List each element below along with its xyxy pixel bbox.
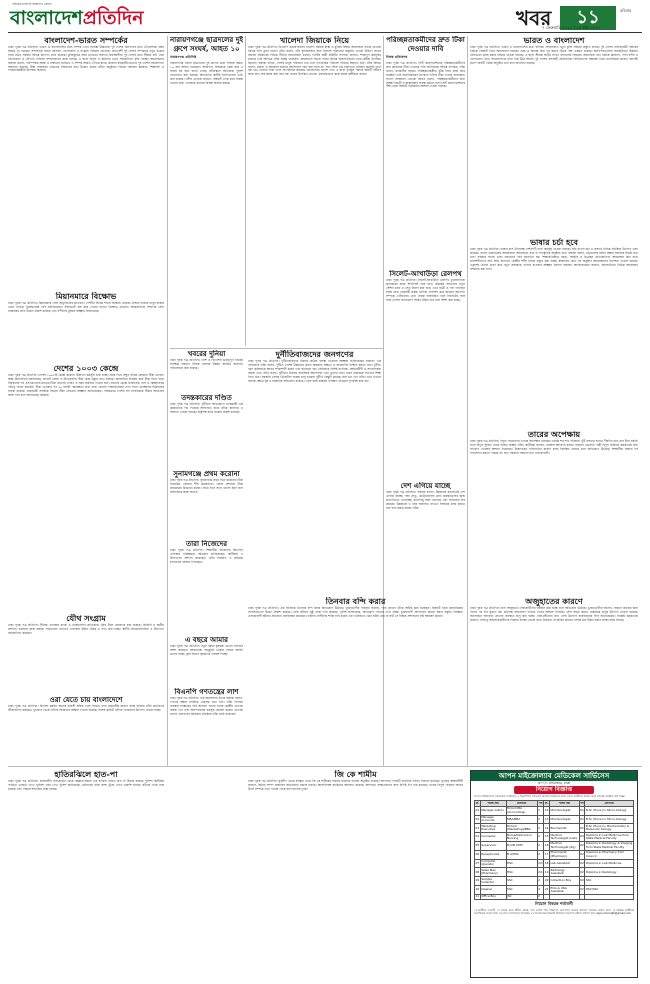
article-excuses	[470, 597, 638, 762]
article-body: ঢাকা পূর্বক পত্র প্রতিদিন। বিদ্যুৎ সংযোগের তারের অপেক্ষায় রয়েছেন গ্রামের শত শত পরিবার। খুঁটি বসানো হলেও দীর্ঘদিন ধরে তার টানা হয়নি। ফলে বিদ্যুৎ সুবিধা থেকে বঞ্চিত হচ্ছেন তাঁরা। স্থানীয়রা জানান, বারবার আবেদন করেও সমাধান মেলেনি। পল্লী বিদ্যুৎ সমিতির কর্মকর্তারা দ্রুত সংযোগ দেওয়ার আশ্বাস দিয়েছেন। ঠিকাদারের গাফিলতির কারণে কাজ বিলম্বিত হয়েছে বলে অভিযোগ উঠেছে। শিক্ষার্থীরা সন্ধ্যার পর পড়াশোনা করতে পারছে না। দ্রুত সমস্যার সমাধান চান এলাকাবাসী।	[470, 439, 638, 455]
article-themselves	[170, 540, 243, 635]
job-table-cell: M.Com (Marketing)/BBA	[506, 824, 537, 833]
article-headline: মিয়ানমারে বিক্ষোভ	[55, 292, 117, 301]
article-body: ঢাকা পূর্বক পত্র প্রতিদিন। রাজধানীর হাতিরঝিল থেকে অজ্ঞাতপরিচয় এক ব্যক্তির খণ্ডিত হাত-পা উদ্ধার করেছে পুলিশ। স্থানীয়রা পানিতে ভাসতে দেখে পুলিশে খবর দেন। পুলিশ জানিয়েছে, মরদেহের বাকি অংশ খুঁজে পেতে তল্লাশি চলছে। ঘটনার তদন্ত শুরু হয়েছে এবং পরিচয় শনাক্তের চেষ্টা চলছে।	[8, 779, 164, 791]
job-table-cell: B.A/HSC	[506, 850, 537, 859]
job-table-cell: 01	[475, 806, 481, 815]
job-table-cell: Microbiologist	[550, 806, 580, 815]
job-table-cell: 11	[475, 894, 480, 899]
article-cleaners-vaccine	[386, 36, 465, 268]
job-table-cell: Receptionist	[480, 850, 506, 859]
article-body: ঢাকা পূর্বক পত্র প্রতিদিন। সীমান্ত এলাকায় মাদক ও চোরাচালান প্রতিরোধে যৌথ টহল জোরদার করা হয়েছে। বিজিবি ও স্থানীয় প্রশাসন একসঙ্গে কাজ করছে। সচেতনতা বাড়াতে এলাকায় উঠান বৈঠক ও সভা করা হচ্ছে। স্থানীয় জনপ্রতিনিধিরা এ উদ্যোগে সহযোগিতা করছেন।	[8, 623, 164, 635]
article-body: ঢাকা পূর্বক পত্র প্রতিদিন। দেশের ১০০৩টি কেন্দ্রে করোনা টিকাদান কর্মসূচি শুরু হচ্ছে। প্রথম দিনে সম্মুখ সারির যোদ্ধারা টিকা নেবেন। স্বাস্থ্য অধিদফতর জানিয়েছে, প্রতিটি জেলা ও উপজেলায় টিকা কেন্দ্র প্রস্তুত রাখা হয়েছে। অনলাইনে নিবন্ধন করে টিকা নিতে হবে। নিবন্ধনের পর এসএমএসের মাধ্যমে টিকা গ্রহণের তারিখ ও সময় জানিয়ে দেওয়া হবে। প্রত্যেক কেন্দ্রে চিকিৎসক, নার্স ও স্বেচ্ছাসেবক দায়িত্ব পালন করবেন। টিকা নেওয়ার পর ৩০ মিনিট পর্যবেক্ষণে রাখা হবে। কোনো পার্শ্বপ্রতিক্রিয়া দেখা দিলে তাৎক্ষণিক চিকিৎসার ব্যবস্থা রয়েছে। প্রধানমন্ত্রী সবাইকে নির্ভয়ে টিকা নেওয়ার আহ্বান জানিয়েছেন। পর্যায়ক্রমে দেশের সব নাগরিককে টিকার আওতায় আনা হবে বলে জানিয়েছে সরকার।	[8, 373, 164, 397]
article-sunamganj	[170, 470, 243, 540]
article-bd-india	[8, 36, 164, 289]
article-headline: বাংলাদেশ-ভারত সম্পর্কের	[44, 36, 128, 45]
job-table-cell: Sample Collector	[480, 877, 506, 886]
job-table-row	[475, 886, 634, 895]
job-table-cell: SSC	[506, 877, 537, 886]
job-table-cell: Marketing Executive	[480, 824, 506, 833]
job-table-cell: M.Com/BA (Accounting)	[506, 806, 537, 815]
job-table-cell: B.Sc (Hons) in Micro-biology	[585, 806, 634, 815]
article-headline: এ বছরে আমার	[185, 636, 228, 644]
job-table-cell: 02	[579, 868, 585, 877]
job-table	[474, 800, 634, 900]
job-table-cell: 2	[537, 877, 544, 886]
ad-intro: আপন মাইক্রোল্যাব মেডিকেল সার্ভিসেস-এ নিম্নলিখিত পদসমূহে জনবল নিয়োগের জন্য যোগ্য প্রার্থীদের নিকট থেকে দরখাস্ত আহ্বান করা হচ্ছে।	[474, 794, 626, 798]
job-table-cell: Diploma in Pharmacy from Council	[585, 850, 634, 859]
job-table-cell: Diploma in Radiology & Imaging from State Medical Faculty	[585, 841, 633, 849]
article-headline: তারের অপেক্ষায়	[527, 430, 581, 439]
article-narayanganj	[170, 36, 243, 346]
article-headline: ভাষার চর্চা হবে	[530, 238, 578, 247]
job-table-cell: B.Sc (Hons) in Biochemistry & Molecular biology	[585, 824, 634, 833]
job-table-cell: 15	[544, 833, 550, 842]
job-table-cell: HSC/SSC	[585, 886, 634, 895]
job-table-cell: 2	[537, 894, 544, 899]
job-table-cell: Manager Admin	[480, 806, 506, 815]
job-table-cell: Lab Assistant	[550, 859, 580, 868]
job-table-cell: HSC	[506, 859, 537, 868]
job-table-row	[475, 894, 634, 899]
column-divider	[167, 36, 168, 766]
job-table-cell: 16	[544, 841, 550, 850]
article-body: ঢাকা পূর্বক পত্র প্রতিদিন। এক ব্যক্তিকে তিনবার বন্দি করার অভিযোগ উঠেছে। ভুক্তভোগীর পরিবার জানায়, বিনা কারণে তাঁকে আটক করা হয়েছিল। বিষয়টি নিয়ে মানবাধিকার সংগঠনগুলো উদ্বেগ প্রকাশ করেছে। তারা ঘটনার সুষ্ঠু তদন্ত দাবি করেছে। পুলিশ জানিয়েছে, অভিযোগ খতিয়ে দেখা হচ্ছে। ভুক্তভোগী আদালতে মামলা করার প্রস্তুতি নিচ্ছেন। এলাকাবাসী ঘটনার প্রতিবাদে মানববন্ধন করেছেন। বক্তারা দোষীদের শাস্তি দাবি করেন এবং ভবিষ্যতে এমন ঘটনা যেন না ঘটে সে বিষয়ে প্রশাসনের দৃষ্টি আকর্ষণ করেন।	[248, 606, 463, 618]
job-table-cell: 02	[579, 877, 585, 886]
job-table-cell: 02	[579, 841, 585, 850]
job-table-cell: B.Sc (Hons) in Micro-biology	[585, 815, 634, 824]
job-table-cell: Computer Operator	[480, 859, 506, 868]
article-byline: নারায়ণগঞ্জ প্রতিনিধি	[170, 55, 197, 59]
job-table-cell: 04	[579, 833, 585, 842]
article-byline: নিজস্ব প্রতিবেদক	[386, 55, 408, 59]
ad-terms: ১) প্রার্থীকে আগামী ১৫ দিনের মধ্যে জীবন বৃত্তান্ত, সদ্য তোলা ছবি, শিক্ষাগত যোগ্যতার সনদের কপিসহ আবেদন করতে হবে। ২) অভিজ্ঞ প্রার্থীদের অগ্রাধিকার দেওয়া হবে। ৩) বেতন আলোচনা সাপেক্ষে। ৪) আবেদনপত্র নিম্নোক্ত ঠিকানায় অথবা ই-মেইলে পাঠাতে হবে: apon.microlab@gmail.com	[474, 909, 634, 916]
article-body: নারায়ণগঞ্জ জেলা ছাত্রদলের দুই গ্রুপের মধ্যে সংঘর্ষে অন্তত ১০ জন আহত হয়েছেন। আধিপত্য বিস্তারকে কেন্দ্র করে এ সংঘর্ষ হয় বলে জানা গেছে। ঘটনাস্থলে অতিরিক্ত পুলিশ মোতায়েন করা হয়েছে। আহতদের স্থানীয় হাসপাতালে ভর্তি করা হয়েছে। দলীয় নেতারা জানান, বিষয়টি তদন্ত করে ব্যবস্থা নেওয়া হবে। এলাকায় থমথমে অবস্থা বিরাজ করছে।	[170, 61, 243, 85]
article-headline: যৌথ সংগ্রাম	[66, 614, 106, 623]
article-khaleda	[248, 36, 381, 346]
job-table-row	[475, 833, 634, 842]
job-table-cell: 05	[475, 841, 481, 850]
job-table-cell: MBA/BBA	[506, 815, 537, 824]
job-table-cell: Pharmacist (Pharmacy)	[550, 850, 580, 859]
newspaper-logo	[10, 4, 143, 36]
job-table-cell: Medical Technologist (Lab)	[550, 833, 580, 842]
job-table-cell: 13	[544, 815, 550, 824]
article-vaccine-centres	[8, 364, 164, 614]
article-headline: খবরের দুনিয়া	[187, 350, 226, 358]
job-table-cell: 04	[475, 833, 481, 842]
job-table-cell: 14	[544, 824, 550, 833]
job-table-cell: Office Boy	[480, 894, 506, 899]
job-table-cell: Sales Man (Pharmacy)	[480, 868, 506, 877]
job-table-cell: JSC	[506, 894, 537, 899]
article-corruption	[248, 350, 381, 595]
article-headline: জি কে শামীম	[334, 770, 377, 779]
article-headline: দুর্নীতিবাজদের জনগণের	[275, 350, 354, 359]
article-headline: খালেদা জিয়াকে নিয়ে	[279, 36, 350, 45]
job-table-cell: SSC	[506, 886, 537, 895]
job-advertisement	[470, 770, 638, 978]
ad-address: ৩০০/১ মগবাজার, ঢাকা	[537, 781, 571, 785]
job-table-header-cell: পদ	[580, 800, 584, 805]
article-headline: হাতিরঝিলে হাত-পা	[54, 770, 118, 779]
job-table-cell: Diploma in Lab Medicine from State Medical Faculty	[585, 833, 634, 842]
job-table-cell: 02	[579, 850, 585, 859]
job-table-cell: SSC	[585, 877, 634, 886]
job-table-row	[475, 824, 634, 833]
job-table-row	[475, 877, 634, 886]
horizontal-divider	[8, 766, 642, 767]
article-investigator	[170, 394, 243, 469]
article-wire-waiting	[470, 430, 638, 595]
article-headline: নারায়ণগঞ্জে ছাত্রদলের দুই গ্রুপে সংঘর্ষ, আহত ১০	[170, 36, 243, 53]
job-table-cell: 18	[544, 859, 550, 868]
job-table-cell: Manager Accounts	[480, 815, 506, 824]
article-body: ঢাকা পূর্বক পত্র প্রতিদিন। বিদেশে কর্মরত অনেক প্রবাসী শ্রমিক দেশে ফিরতে চান। মহামারীর কারণে কাজ হারিয়ে তাঁরা মানবেতর জীবনযাপন করছেন। দূতাবাস থেকে তাঁদের সহায়তার আশ্বাস দেওয়া হয়েছে। বিশেষ ফ্লাইটে তাঁদের ফেরানোর উদ্যোগ নেওয়া হচ্ছে।	[8, 704, 164, 712]
article-headline: দেশ এগিয়ে যাচ্ছে	[400, 482, 451, 490]
job-table-cell: 03	[475, 824, 481, 833]
logo-tagline: পাঠকের চাহিদাই আমাদের প্রেরণা	[12, 2, 52, 6]
article-body: ঢাকা পূর্বক পত্র প্রতিদিন। ভারত ও বাংলাদেশের মধ্যে বাণিজ্য সম্প্রসারণে নতুন চুক্তি সইয়ের প্রস্তুতি চলছে। দুই দেশের বাণিজ্যমন্ত্রী পর্যায়ের বৈঠকে বিষয়টি নিয়ে আলোচনা হয়েছে। শুল্ক ও অশুল্ক বাধা দূর করতে উভয় পক্ষ একমত হয়েছে। স্থলবন্দরগুলোর অবকাঠামো উন্নয়নে যৌথভাবে কাজ করার সিদ্ধান্ত নেওয়া হয়েছে। এ ছাড়া সীমান্ত হাটের সংখ্যা বাড়ানোর বিষয়েও আলোচনা হয়। বৈঠকে জ্বালানি, পানি বণ্টন ও যোগাযোগ খাতে সহযোগিতার নানা দিক উঠে আসে। দুই দেশের ব্যবসায়ী প্রতিনিধিরা বিনিয়োগের সম্ভাবনা নিয়ে মতবিনিময় করেন। আগামী মাসে পরবর্তী বৈঠক অনুষ্ঠিত হবে বলে জানানো হয়েছে।	[470, 45, 638, 65]
article-joint-patrol	[8, 614, 164, 694]
job-table-cell: 21	[544, 886, 550, 895]
job-table-cell: 2/1	[537, 859, 544, 868]
article-body: ঢাকা পূর্বক পত্র প্রতিদিন। শিক্ষার্থীরা নিজেদের উদ্যোগে এলাকায় পরিচ্ছন্নতা অভিযান চালিয়েছেন। স্থানীয়রা এ উদ্যোগের প্রশংসা করেছেন। তাঁরা নিয়মিত এ কার্যক্রম চালানোর ঘোষণা দিয়েছেন।	[170, 548, 243, 564]
article-hatirjheel	[8, 770, 164, 976]
job-table-header-cell: ক্র.	[475, 800, 480, 805]
job-table-cell: 19	[544, 868, 550, 877]
job-table-cell: Microbiologist	[550, 815, 580, 824]
article-body: ঢাকা পূর্বক পত্র প্রতিদিন। দুর্নীতিবাজদের বিরুদ্ধে কঠোর ব্যবস্থা নেওয়ার আহ্বান জানিয়েছেন বক্তারা। এক সেমিনারে তাঁরা বলেন, দুর্নীতি দেশের উন্নয়নের প্রধান অন্তরায়। স্বচ্ছতা ও জবাবদিহি নিশ্চিত করতে হবে। দুর্নীতি দমন কমিশনকে আরও শক্তিশালী করার দাবি জানানো হয়। সেমিনারে বিশিষ্ট নাগরিক, আইনজীবী ও সাংবাদিকরা বক্তব্য দেন। তাঁরা বলেন, দুর্নীতির বিরুদ্ধে সামাজিক আন্দোলন গড়ে তুলতে হবে। তরুণ প্রজন্মকে সততার শিক্ষা দিতে হবে। সরকারি সেবায় ডিজিটাল ব্যবস্থা চালু হওয়ায় দুর্নীতি কিছুটা কমেছে বলে মত দেন তাঁরা। তবে এখনো অনেক ক্ষেত্রে ঘুষ ও হয়রানির অভিযোগ রয়েছে। এসব বন্ধে কার্যকর পদক্ষেপ নেওয়ার সুপারিশ করা হয়।	[248, 359, 381, 383]
job-table-header-cell: পদের নাম	[550, 801, 580, 806]
job-table-cell: 12	[544, 806, 550, 815]
article-headline: ওরা যেতে চায় বাংলাদেশে	[49, 696, 123, 704]
job-table-cell: 17	[544, 850, 550, 859]
job-table-header-cell: পদ	[538, 800, 543, 805]
job-table-cell: HSC	[506, 868, 537, 877]
article-body: ঢাকা পূর্বক পত্র প্রতিদিন। সিলেট-আখাউড়া রেলপথ ডুয়েলগেজে রূপান্তরের কাজ শিগগিরই শুরু হবে। প্রকল্পের আওতায় নতুন স্টেশন ভবন ও সেতু নির্মাণ করা হবে। এতে যাত্রী ও পণ্য পরিবহন সহজ হবে। রেলমন্ত্রী প্রকল্প এলাকা পরিদর্শন করে কাজের অগ্রগতি সম্পর্কে খোঁজখবর নেন। প্রকল্প বাস্তবায়িত হলে সিলেটের সঙ্গে সারা দেশের যোগাযোগ আরও উন্নত হবে বলে আশা করা হচ্ছে।	[386, 278, 465, 302]
job-table-cell: 09	[475, 877, 481, 886]
article-headline: সিলেট-আখাউড়া রেলপথ	[389, 270, 462, 278]
job-table-cell	[550, 894, 580, 899]
job-table-body	[475, 806, 634, 900]
job-table-cell: 07	[475, 859, 481, 868]
job-table-cell: Cleaner	[480, 886, 506, 895]
job-table-header-cell: যোগ্যতা	[506, 801, 537, 806]
article-body: ঢাকা পূর্বক পত্র প্রতিদিন। সিটি করপোরেশনের পরিচ্ছন্নতাকর্মীদের দ্রুত করোনার টিকা দেওয়ার দাবি জানিয়েছে বিভিন্ন সংগঠন। তাঁরা বলেন, মহামারীর সময়ও পরিচ্ছন্নতাকর্মীরা ঝুঁকি নিয়ে কাজ করে যাচ্ছেন। তাই অগ্রাধিকারের ভিত্তিতে তাঁদের টিকা দেওয়া প্রয়োজন। সংবাদ সম্মেলনে নেতারা আরও বলেন, পরিচ্ছন্নতাকর্মীদের জন্য সুরক্ষা সামগ্রী ও স্বাস্থ্যবিমার ব্যবস্থা করতে হবে। সিটি করপোরেশনের পক্ষ থেকে বিষয়টি বিবেচনার আশ্বাস দেওয়া হয়েছে।	[386, 61, 465, 89]
article-this-year	[170, 636, 243, 686]
job-table-cell	[585, 894, 634, 899]
job-table-row	[475, 868, 634, 877]
job-table-cell: 1	[537, 806, 544, 815]
date-line: ৭ ফেব্রুয়ারি ২০২১ | ২৪ মাঘ ১৪২৭	[542, 25, 601, 30]
article-body: ঢাকা পূর্বক পত্র প্রতিদিন। বক্তারা বলেন, উন্নয়নের মহাসড়কে দেশ এগিয়ে যাচ্ছে। পদ্মা সেতু, মেট্রোরেলসহ মেগা প্রকল্পগুলোর কাজ দ্রুতগতিতে এগোচ্ছে। মাথাপিছু আয় বেড়েছে এবং দারিদ্র্যের হার কমেছে। উন্নয়নের এ ধারা অব্যাহত রাখতে সবাইকে কাজ করতে হবে বলে মন্তব্য করেন তাঁরা।	[386, 490, 465, 510]
job-table-cell: 2	[537, 815, 544, 824]
job-table-cell: Nurse/Diploma in Nursing	[506, 833, 537, 842]
job-table-cell: 01	[579, 806, 585, 815]
job-table-cell: 2	[537, 850, 544, 859]
logo-part-2: প্রতিদিন	[82, 7, 144, 29]
article-headline: তিনবার বন্দি করার	[325, 597, 386, 606]
job-table-cell: 20	[544, 877, 550, 886]
article-body: ঢাকা পূর্বক পত্র প্রতিদিন। নানা অজুহাতে সেবাপ্রার্থীদের হয়রানি করা হচ্ছে বলে অভিযোগ উঠেছে। ভুক্তভোগীরা জানান, সামান্য কাজের জন্য দিনের পর দিন ঘুরতে হয়। কর্তৃপক্ষ অভিযোগ খতিয়ে দেখার আশ্বাস দিয়েছে। সেবা সহজ করতে হেল্পডেস্ক চালুর উদ্যোগ নেওয়া হয়েছে। অনলাইনে আবেদন গ্রহণের ব্যবস্থাও চালু করা হচ্ছে। সেবাগ্রহীতারা দ্রুত এসব উদ্যোগ বাস্তবায়নের দাবি জানিয়েছেন। সংশ্লিষ্ট কর্মকর্তারা জানান, দায়িত্বে অবহেলাকারীদের বিরুদ্ধে ব্যবস্থা নেওয়া হবে। নিয়মিত তদারকির মাধ্যমে সেবার মান উন্নত করার লক্ষ্যে কাজ চলছে।	[470, 606, 638, 622]
job-table-row	[475, 806, 634, 815]
job-table-cell: 4	[537, 886, 544, 895]
job-table-cell: 1	[537, 833, 544, 842]
job-table-cell: Collection Boy	[550, 877, 580, 886]
section-name: খবর	[516, 6, 552, 30]
article-headline: ভারত ও বাংলাদেশ	[523, 36, 585, 45]
horizontal-divider	[170, 348, 383, 349]
job-table-cell: Radiology Assistant	[550, 868, 580, 877]
article-india-bangladesh	[470, 36, 638, 236]
article-body: ঢাকা পূর্বক পত্র প্রতিদিন। ভাষার মাস উপলক্ষে দেশব্যাপী নানা কর্মসূচি নেওয়া হয়েছে। শুদ্ধ বাংলা চর্চা ও প্রসারে বিভিন্ন প্রতিষ্ঠান উদ্যোগ গ্রহণ করেছে। বাংলা একাডেমির আয়োজনে আলোচনা সভা ও সাংস্কৃতিক অনুষ্ঠান হবে। বক্তারা বলেন, মাতৃভাষার মর্যাদা রক্ষায় সবাইকে সচেষ্ট হতে হবে। সর্বস্তরে বাংলা ভাষা প্রচলনের দাবি জানানো হয়। শিক্ষাপ্রতিষ্ঠানে রচনা, আবৃত্তি ও চিত্রাঙ্কন প্রতিযোগিতা আয়োজন করা হবে। ভাষাশহীদদের প্রতি শ্রদ্ধা জানাতে কেন্দ্রীয় শহীদ মিনার প্রস্তুত করা হচ্ছে। স্বাস্থ্যবিধি মেনে সব অনুষ্ঠান আয়োজনের নির্দেশনা দেওয়া হয়েছে। একুশের চেতনা ধারণ করে নতুন প্রজন্মকে এগিয়ে যাওয়ার আহ্বান জানান বক্তারা। আয়োজকেরা জানান, অনলাইনেও বিভিন্ন আয়োজন সম্প্রচার করা হবে।	[470, 247, 638, 271]
article-news-world	[170, 350, 243, 392]
job-table-cell: Medical Technologist (Rg)	[550, 841, 580, 850]
job-table-row	[475, 841, 634, 850]
job-table-cell: 02	[475, 815, 481, 824]
article-headline: তারা নিজেদের	[185, 540, 228, 548]
job-table-row	[475, 850, 634, 859]
job-table-cell: 02	[579, 886, 585, 895]
masthead	[8, 4, 642, 33]
article-three-times	[248, 597, 463, 752]
logo-part-1: বাংলাদেশ	[10, 7, 83, 29]
article-headline: বিএনপি গণতন্ত্রের লাশ	[174, 688, 239, 696]
job-table-cell: Diploma in Lab Medicine	[585, 859, 634, 868]
job-table-cell: 08	[475, 868, 481, 877]
article-body: ঢাকা পূর্বক পত্র প্রতিদিন। দুর্নীতির অভিযোগে তদন্তকারী এক কর্মকর্তাকে দণ্ড দিয়েছে আদালত। রায়ে তাঁকে কারাদণ্ড ও অর্থদণ্ড দেওয়া হয়েছে। রাষ্ট্রপক্ষ রায়ে সন্তোষ প্রকাশ করেছে।	[170, 402, 243, 414]
column-divider	[245, 36, 246, 346]
job-table-row	[475, 815, 634, 824]
article-headline: পরিচ্ছন্নতাকর্মীদের দ্রুত টিকা দেওয়ার দাবি	[386, 36, 465, 53]
job-table-header-cell: যোগ্যতা	[585, 801, 634, 806]
article-body: ঢাকা পূর্বক পত্র প্রতিদিন। ভারত ও বাংলাদেশের মধ্যে সম্পর্ক এখন সর্বোচ্চ উচ্চতায়। দুই দেশের জনগণের মধ্যে ঐতিহাসিক বন্ধন আরও দৃঢ় হয়েছে। সাম্প্রতিক সময়ে বাণিজ্য, যোগাযোগ ও সংস্কৃতি বিনিময় বেড়েছে। প্রতিবেশী দুই দেশের সম্পর্ককে নতুন মাত্রায় নিয়ে যেতে সরকার বিভিন্ন উদ্যোগ গ্রহণ করেছে। মুক্তিযুদ্ধের সময় ভারতের অবদান চিরস্মরণীয়। দুই দেশের মধ্যে সীমান্ত হাট, রেল যোগাযোগ ও নৌপথে বাণিজ্য সম্প্রসারণের কাজ চলছে। এ ছাড়া বিদ্যুৎ ও জ্বালানি খাতে সহযোগিতা বৃদ্ধি পাচ্ছে। আলোচনায় বক্তারা বলেন, পারস্পরিক আস্থা ও সম্মানের ভিত্তিতে এ সম্পর্ক আরও এগিয়ে যাবে। করোনা মহামারীর মধ্যেও দুই দেশের সহযোগিতা অব্যাহত রয়েছে। টিকা সরবরাহে ভারতের সহায়তার কথা উল্লেখ করেন তাঁরা। অনুষ্ঠানে বিভিন্ন পর্যায়ের কর্মকর্তা, শিক্ষাবিদ ও গণমাধ্যমকর্মীরা উপস্থিত ছিলেন।	[8, 45, 164, 73]
article-body: ঢাকা পূর্বক পত্র প্রতিদিন। এক আলোচনা সভায় বক্তারা বলেন, গণতন্ত্র রক্ষায় সবাইকে ঐক্যবদ্ধ হতে হবে। তাঁরা নির্বাচন ব্যবস্থার সংস্কারের দাবি জানান। সভায় দলের কেন্দ্রীয় নেতারা বক্তব্য দেন এবং আন্দোলনের কর্মসূচি ঘোষণা করেন। নেতারা বলেন, জনগণের অধিকার প্রতিষ্ঠায় তাঁরা মাঠে থাকবেন।	[170, 696, 243, 716]
article-headline: অজুহাতের কারণে	[525, 597, 583, 606]
ad-notice-badge: নিয়োগ বিজ্ঞপ্তি	[514, 786, 594, 794]
job-table-cell: 01	[579, 824, 585, 833]
article-myanmar	[8, 292, 164, 362]
page-number: ১১	[560, 6, 616, 30]
article-language	[470, 238, 638, 428]
day-name: রবিবার	[620, 8, 632, 13]
ad-organization: আপন মাইক্রোল্যাব মেডিকেল সার্ভিসেস	[471, 771, 637, 781]
job-table-cell: 10	[475, 886, 481, 895]
job-table-header-cell: ক্র.	[544, 800, 549, 805]
article-body: ঢাকা পূর্বক পত্র প্রতিদিন। যুবলীগ থেকে বহিষ্কৃত নেতা জি কে শামীমের বিরুদ্ধে মামলার শুনানি অনুষ্ঠিত হয়েছে। আদালত পরবর্তী শুনানির তারিখ নির্ধারণ করেছে। দুদকের আইনজীবী জানান, অবৈধ সম্পদ অর্জনের অভিযোগে মামলা চলছে। আসামিপক্ষ জামিনের আবেদন করেছে। আদালত সাক্ষ্যগ্রহণের জন্য নির্দিষ্ট দিন ধার্য করেছে। তদন্তে বিপুল পরিমাণ অর্থের উৎস সম্পর্কে তথ্য পাওয়া গেছে বলে জানায় দুদক।	[248, 779, 463, 791]
job-table-cell: Supervisor	[480, 841, 506, 850]
job-table-cell: ECG & USG Assistant	[550, 886, 580, 895]
job-table-cell: Counselor	[480, 833, 506, 842]
article-headline: সুনামগঞ্জে প্রথম করোনা	[173, 470, 240, 478]
article-body: ঢাকা পূর্বক পত্র প্রতিদিন। মিয়ানমারে সেনা অভ্যুত্থানের প্রতিবাদে দেশটির বিভিন্ন শহরে বিক্ষোভ হয়েছে। হাজার হাজার মানুষ রাস্তায় নেমে গণতন্ত্র পুনরুদ্ধারের দাবি জানিয়েছেন। ইন্টারনেট বন্ধ করে দেওয়া হলেও বিক্ষোভ থামেনি। আন্তর্জাতিক সম্প্রদায় সেনা সরকারের প্রতি উদ্বেগ প্রকাশ করেছে এবং বন্দীদের মুক্তির আহ্বান জানিয়েছে।	[8, 301, 164, 313]
article-bnp	[170, 688, 243, 976]
ad-terms-title: নিয়োগ বিষয়ক শর্তাবলী	[535, 901, 573, 907]
article-body: ঢাকা পূর্বক পত্র প্রতিদিন। সুনামগঞ্জে প্রথম দিনে করোনার টিকা নিয়েছেন জেলার শীর্ষ কর্মকর্তারা। জেলা প্রশাসক টিকা কার্যক্রমের উদ্বোধন করেন। প্রথম দিনে সাড়া ভালো ছিল বলে জানিয়েছে স্বাস্থ্য বিভাগ।	[170, 478, 243, 494]
article-body: ঢাকা পূর্বক পত্র প্রতিদিন। নতুন বছরে কৃষকরা ভালো ফলনের আশা করছেন। আবহাওয়া অনুকূলে থাকায় বোরো আবাদ ভালো হচ্ছে। কৃষি বিভাগ কৃষকদের পরামর্শ দিচ্ছে।	[170, 644, 243, 656]
column-divider	[467, 36, 468, 766]
article-headline: তদন্তকারের দণ্ডিত	[181, 394, 232, 402]
article-migrants	[8, 696, 164, 756]
job-table-cell: 02	[579, 859, 585, 868]
job-table-cell: 01	[579, 815, 585, 824]
job-table-cell: Diploma in Radiology	[585, 868, 634, 877]
job-table-cell: 2/1	[537, 868, 544, 877]
job-table-cell: 2	[537, 824, 544, 833]
job-table-cell: B.A/B.COM	[506, 841, 537, 850]
article-body: ঢাকা পূর্বক পত্র প্রতিদিন। দেশে ও বিদেশের গুরুত্বপূর্ণ খবরের সংক্ষিপ্ত বিবরণ। বিভিন্ন জেলায় উন্নয়ন কাজের অগ্রগতি পর্যালোচনা করা হয়েছে।	[170, 358, 243, 370]
job-table-cell: 2	[537, 841, 544, 850]
article-gk-shamim	[248, 770, 463, 976]
job-table-cell: 06	[475, 850, 481, 859]
article-railway	[386, 270, 465, 480]
job-table-header-cell: পদের নাম	[480, 801, 506, 806]
article-body: ঢাকা পূর্বক পত্র প্রতিদিন। বিএনপি চেয়ারপারসন খালেদা জিয়ার স্বাস্থ্য ও মুক্তির বিষয়ে আলোচনা সভায় নেতারা বিভিন্ন দাবি তুলে ধরেন। তাঁরা বলেন, তাঁর সুচিকিৎসার জন্য বিদেশে পাঠানোর অনুমতি দেওয়া উচিত। সভায় বক্তারা সরকারের বিভিন্ন নীতির সমালোচনা করেন। দলটির স্থায়ী কমিটির সদস্যরা জানান, শান্তিপূর্ণ কর্মসূচির মাধ্যমে দাবি আদায়ে তাঁরা সচেষ্ট থাকবেন। আলোচনা সভায় দলের বিভিন্ন অঙ্গসংগঠনের নেতা-কর্মীরা উপস্থিত ছিলেন। বক্তারা বলেন, দেশের মানুষ পরিবর্তন চায় এবং গণতান্ত্রিক পরিবেশ ফিরিয়ে আনতে হবে। তাঁরা আরও বলেন, মামলা ও হয়রানির মাধ্যমে আন্দোলন দমন করা যাবে না। সভা শেষে এক বিবৃতিতে ভবিষ্যৎ কর্মসূচি তুলে ধরা হয়। নেতারা সারা দেশে সাংগঠনিক কার্যক্রম জোরদারের নির্দেশ দেন। এ ছাড়া তৃণমূল পর্যায়ে কমিটি গঠনের কাজ দ্রুত শেষ করার কথা বলা হয়। সভায় উপস্থিত নেতারা ঐক্যবদ্ধভাবে কাজ করার অঙ্গীকার করেন।	[248, 45, 381, 77]
article-headline: দেশের ১০০৩ কেন্দ্রে	[53, 364, 119, 373]
job-table-cell: Biochemist	[550, 824, 580, 833]
job-table-row	[475, 859, 634, 868]
article-country-progress	[386, 482, 465, 594]
